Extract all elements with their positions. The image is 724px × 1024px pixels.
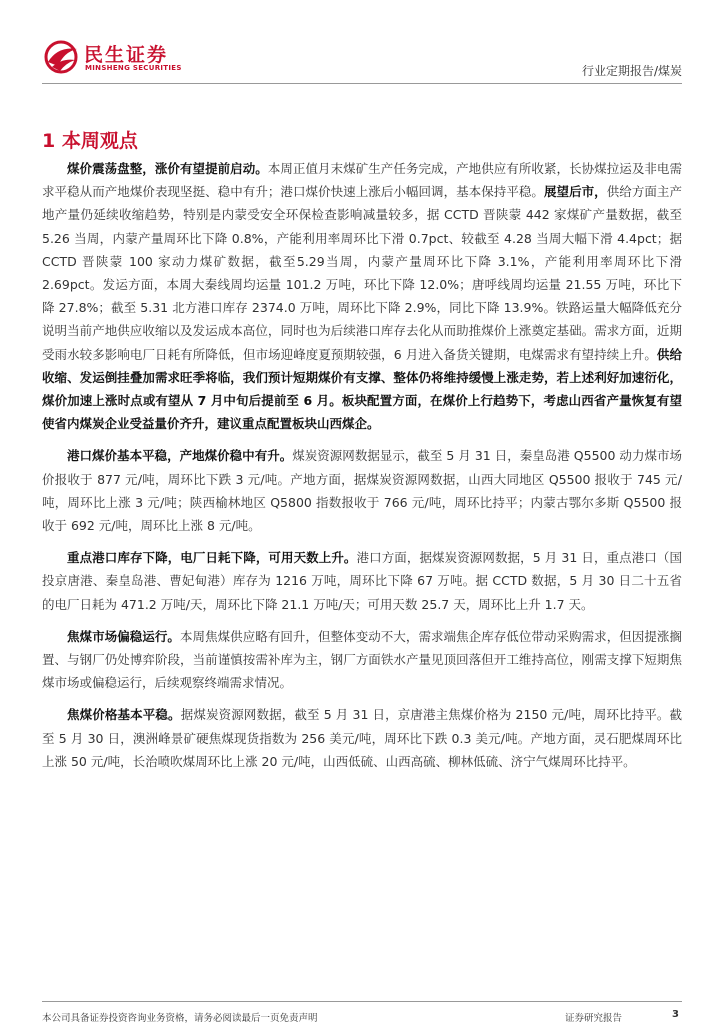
- text-run: 本周焦煤供应略有回升，但整体变动不大，需求端焦企库存低位带动采购需求，但因提涨搁置、与钢厂仍处博弈阶段，当前谨慎按需补库为主，钢厂方面铁水产量见顶回落但开工维持高位，刚需支撑下短期焦煤市场或偏稳运行，后续观察终端需求情况。: [42, 628, 682, 691]
- logo-cn-text: 民生证券: [84, 44, 169, 66]
- page-header: [0, 0, 724, 90]
- section-title: 1 本周观点: [42, 130, 138, 152]
- bold-text-run: 焦煤市场偏稳运行。: [67, 628, 180, 644]
- bold-text-run: 煤价震荡盘整，涨价有望提前启动。: [67, 161, 268, 176]
- minsheng-logo-icon: [44, 40, 80, 74]
- footer-divider: [42, 1001, 682, 1002]
- bold-text-run: 焦煤价格基本平稳。: [67, 707, 181, 723]
- bold-text-run: 展望后市，: [543, 184, 607, 200]
- paragraph-coking-coal-price: [42, 703, 682, 773]
- logo-en-text: MINSHENG SECURITIES: [85, 64, 182, 72]
- paragraph-port-inventory: [42, 546, 682, 616]
- text-run: 供给方面主产地产量仍延续收缩趋势，特别是内蒙受安全环保检查影响减量较多，据 CCTD 晋陕蒙 442 家煤矿产量数据，截至 5.26 当周，内蒙产量周环比下降 0.8%，产能利用率周环比下滑 0.7pct、较截至 4.28 当周大幅下滑 4.4pct；据 CCTD 晋陕蒙 100 家动力煤矿数据，截至5.29当周，内蒙产量周环比下降 3.1%，产能利用率周环比下滑 2.69pct。发运方面，本周大秦线周均运量 101.2 万吨，环比下降 12.0%；唐呼线周均运量 21.55 万吨，环比下降 27.8%；截至 5.31 北方港口库存 2374.0 万吨，周环比下降 2.9%，同比下降 13.9%。铁路运量大幅降低充分说明当前产地供应收缩以及发运成本高位，同时也为后续港口库存去化从而助推煤价上涨奠定基础。需求方面，近期受雨水较多影响电厂日耗有所降低，但市场迎峰度夏预期较强，6 月进入备货关键期，电煤需求有望持续上升。: [42, 184, 682, 362]
- text-run: 煤炭资源网数据显示，截至 5 月 31 日，秦皇岛港 Q5500 动力煤市场价报收于 877 元/吨，周环比下跌 3 元/吨。产地方面，据煤炭资源网数据，山西大同地区 Q5500 报收于 745 元/吨，周环比上涨 3 元/吨；陕西榆林地区 Q5800 指数报收于 766 元/吨，周环比持平；内蒙古鄂尔多斯 Q5500 报收于 692 元/吨，周环比上涨 8 元/吨。: [42, 448, 682, 534]
- text-run: 港口方面，据煤炭资源网数据，5 月 31 日，重点港口（国投京唐港、秦皇岛港、曹妃甸港）库存为 1216 万吨，周环比下降 67 万吨。据 CCTD 数据，5 月 30 日二十五省的电厂日耗为 471.2 万吨/天，周环比下降 21.1 万吨/天；可用天数 25.7 天，周环比上升 1.7 天。: [42, 550, 682, 612]
- paragraph-outlook: [42, 157, 682, 435]
- document-type-label: 行业定期报告/煤炭: [581, 64, 682, 78]
- paragraph-thermal-coal-price: [42, 444, 682, 537]
- footer-report-label: 证券研究报告: [565, 1013, 623, 1024]
- minsheng-logo: [44, 38, 214, 78]
- paragraph-coking-coal-market: [42, 625, 682, 695]
- header-divider: [42, 83, 682, 84]
- bold-text-run: 重点港口库存下降，电厂日耗下降，可用天数上升。: [67, 550, 357, 566]
- page-number: 3: [672, 1009, 679, 1020]
- footer-disclaimer: 本公司具备证券投资咨询业务资格，请务必阅读最后一页免责声明: [42, 1013, 318, 1024]
- text-run: 据煤炭资源网数据，截至 5 月 31 日，京唐港主焦煤价格为 2150 元/吨，周环比持平。截至 5 月 30 日，澳洲峰景矿硬焦煤现货指数为 256 美元/吨，周环比下跌 0.3 美元/吨。产地方面，灵石肥煤周环比上涨 50 元/吨，长治喷吹煤周环比上涨 20 元/吨，山西低硫、山西高硫、柳林低硫、济宁气煤周环比持平。: [42, 707, 682, 769]
- bold-text-run: 供给收缩、发运倒挂叠加需求旺季将临，我们预计短期煤价有支撑、整体仍将维持缓慢上涨走势，若上述利好加速衍化，煤价加速上涨时点或有望从 7 月中旬后提前至 6 月。板块配置方面，在煤价上行趋势下，考虑山西省产量恢复有望使省内煤炭企业受益量价齐升，建议重点配置板块山西煤企。: [42, 346, 682, 432]
- bold-text-run: 港口煤价基本平稳，产地煤价稳中有升。: [67, 448, 293, 464]
- text-run: 本周正值月末煤矿生产任务完成，产地供应有所收紧，长协煤拉运及非电需求平稳从而产地煤价表现坚挺、稳中有升；港口煤价快速上涨后小幅回调，基本保持平稳。: [42, 161, 682, 200]
- body-content: [42, 157, 682, 782]
